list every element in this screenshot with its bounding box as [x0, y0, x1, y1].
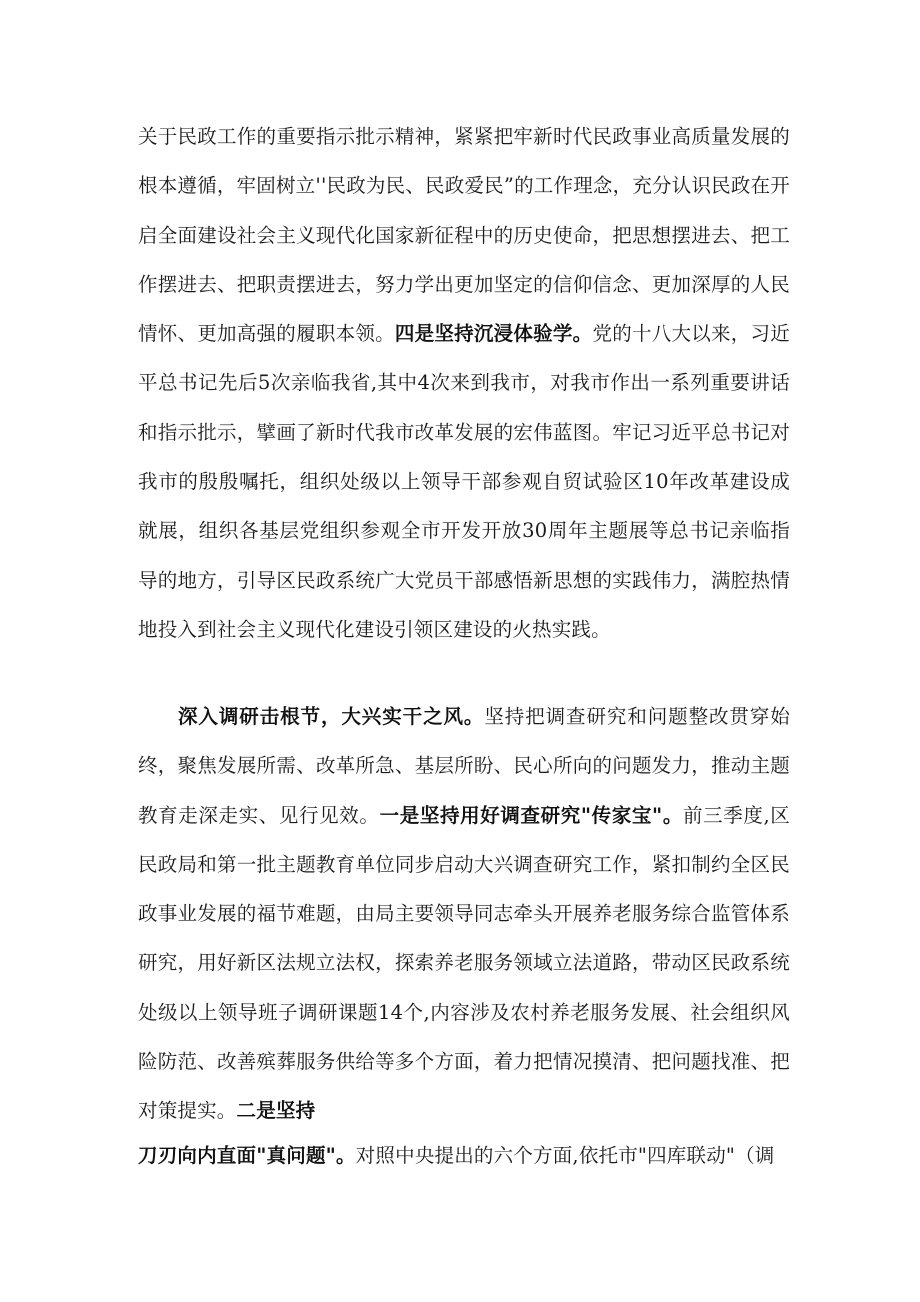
bold-heading-run: 二是坚持 — [236, 1099, 316, 1123]
paragraph — [138, 112, 790, 654]
bold-heading-run: 刀刃向内直面"真问题"。 — [138, 1144, 356, 1167]
paragraph — [138, 1131, 790, 1180]
bold-heading-run: 一是坚持用好调查研究"传家宝"。 — [379, 803, 683, 827]
bold-heading-run: 深入调研击根节，大兴实干之风。 — [178, 705, 485, 728]
bold-heading-run: 四是坚持沉浸体验学。 — [394, 322, 593, 346]
paragraph — [138, 692, 790, 1136]
text-run: 对照中央提出的六个方面,依托市"四库联动"（调 — [355, 1144, 775, 1167]
text-run: 关于民政工作的重要指示批示精神，紧紧把牢新时代民政事业高质量发展的根本遵循，牢固树立''民政为民、民政爱民”的工作理念，充分认识民政在开启全面建设社会主义现代化国家新征程中的历史使命，把思想摆进去、把工作摆进去、把职责摆进去，努力学出更加坚定的信仰信念、更加深厚的人民情怀、更加高强的履职本领。 — [138, 125, 790, 346]
text-run: 坚持把调查研究和问题整改贯穿始终，聚焦发展所需、改革所急、基层所盼、民心所向的问题发力，推动主题教育走深走实、见行见效。 — [138, 705, 790, 827]
text-run: 党的十八大以来，习近平总书记先后5次亲临我省,其中4次来到我市，对我市作出一系列重要讲话和指示批示，擘画了新时代我市改革发展的宏伟蓝图。牢记习近平总书记对我市的殷殷嘱托，组织处级以上领导干部参观自贸试验区10年改革建设成就展，组织各基层党组织参观全市开发开放30周年主题展等总书记亲临指导的地方，引导区民政系统广大党员干部感悟新思想的实践伟力，满腔热情地投入到社会主义现代化建设引领区建设的火热实践。 — [138, 322, 790, 641]
text-run: 前三季度,区民政局和第一批主题教育单位同步启动大兴调查研究工作，紧扣制约全区民政事业发展的福节难题，由局主要领导同志牵头开展养老服务综合监管体系研究，用好新区法规立法权，探索养老服务领域立法道路，带动区民政系统处级以上领导班子调研课题14个,内容涉及农村养老服务发展、社会组织风险防范、改善殡葬服务供给等多个方面，着力把情况摸清、把问题找准、把对策提实。 — [138, 803, 790, 1123]
